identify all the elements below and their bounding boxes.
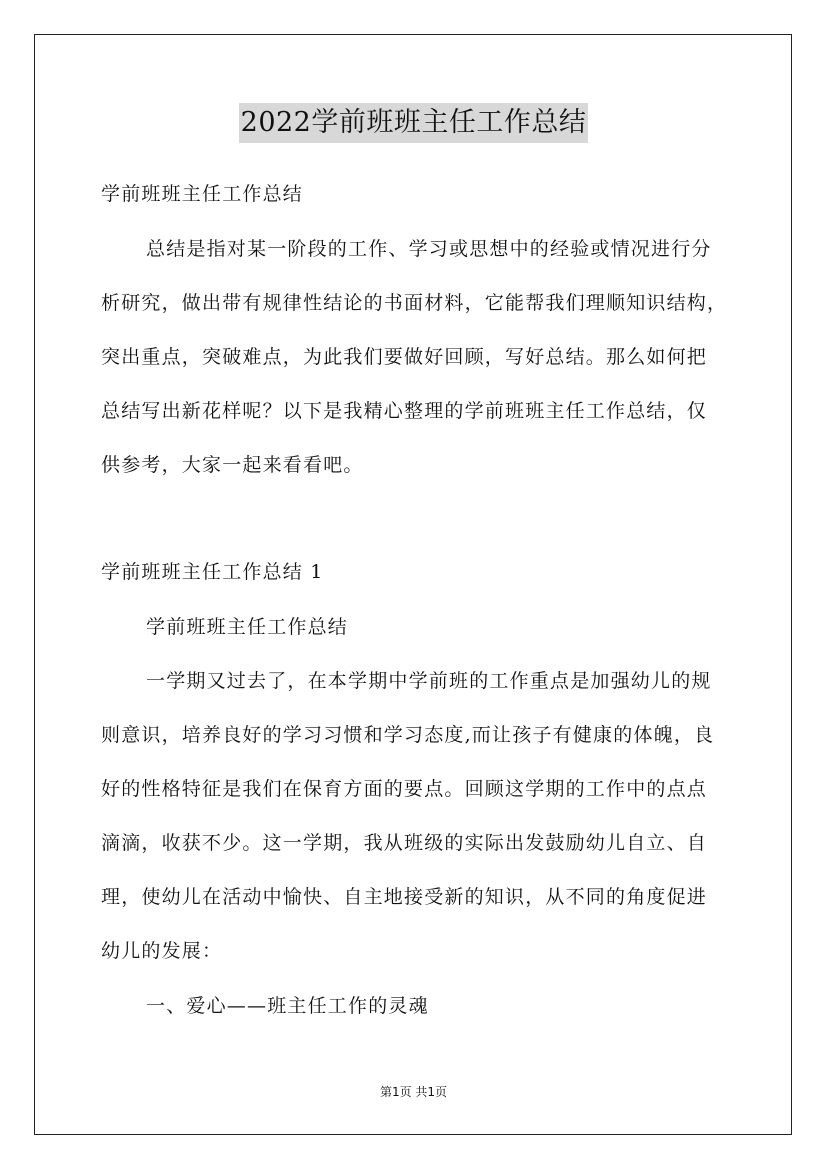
paragraph-line: 滴滴，收获不少。这一学期，我从班级的实际出发鼓励幼儿自立、自 <box>101 832 708 854</box>
paragraph-line: 好的性格特征是我们在保育方面的要点。回顾这学期的工作中的点点 <box>101 778 708 800</box>
paragraph-line: 突出重点，突破难点，为此我们要做好回顾，写好总结。那么如何把 <box>101 346 708 368</box>
page-footer: 第1页 共1页 <box>379 1085 448 1099</box>
paragraph-line: 总结是指对某一阶段的工作、学习或思想中的经验或情况进行分 <box>146 238 712 260</box>
paragraph-line: 则意识，培养良好的学习习惯和学习态度,而让孩子有健康的体魄，良 <box>101 724 715 746</box>
paragraph-line: 理，使幼儿在活动中愉快、自主地接受新的知识，从不同的角度促进 <box>101 886 708 908</box>
paragraph-line: 供参考，大家一起来看看吧。 <box>101 454 364 476</box>
paragraph-line: 析研究，做出带有规律性结论的书面材料，它能帮我们理顺知识结构， <box>101 292 728 314</box>
section-heading: 学前班班主任工作总结 1 <box>101 561 324 583</box>
section-heading: 学前班班主任工作总结 <box>101 183 304 205</box>
paragraph-line: 幼儿的发展： <box>101 940 223 962</box>
paragraph-line: 总结写出新花样呢？以下是我精心整理的学前班班主任工作总结，仅 <box>101 400 708 422</box>
document-title: 2022学前班班主任工作总结 <box>239 103 589 143</box>
subsection-heading: 一、爱心——班主任工作的灵魂 <box>146 995 429 1017</box>
title-container <box>0 103 827 143</box>
subsection-heading: 学前班班主任工作总结 <box>146 616 349 638</box>
paragraph-line: 一学期又过去了，在本学期中学前班的工作重点是加强幼儿的规 <box>146 670 712 692</box>
